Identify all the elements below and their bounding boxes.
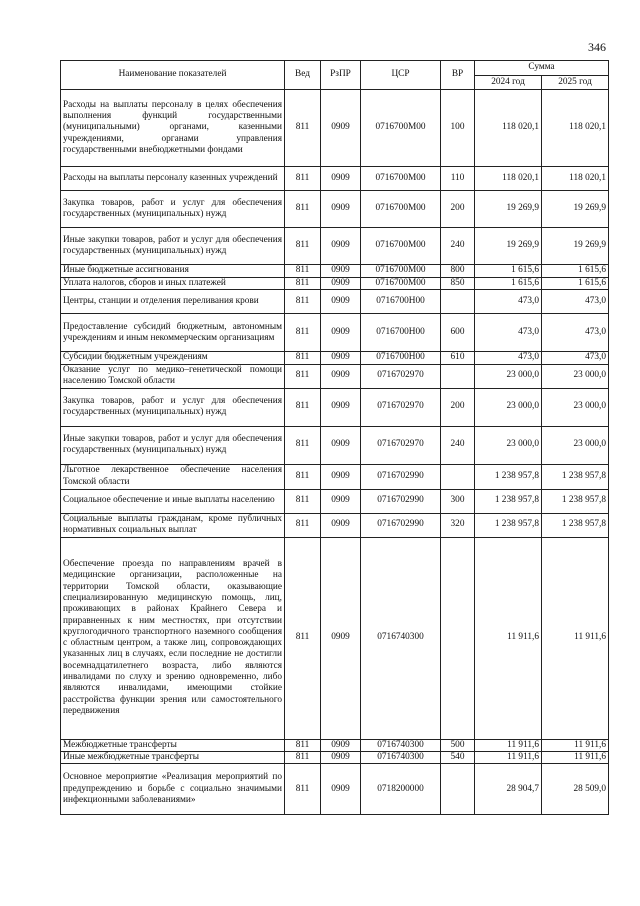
row-sum-2024: 118 020,1 bbox=[475, 167, 542, 191]
table-header bbox=[61, 61, 609, 90]
row-sum-2024: 23 000,0 bbox=[475, 426, 542, 464]
row-sum-2024: 1 238 957,8 bbox=[475, 464, 542, 489]
row-rzpr: 0909 bbox=[321, 167, 361, 191]
budget-table bbox=[60, 60, 609, 815]
row-sum-2025: 1 238 957,8 bbox=[542, 489, 609, 513]
table-row bbox=[61, 364, 609, 388]
row-vr: 300 bbox=[441, 489, 475, 513]
row-vr: 240 bbox=[441, 228, 475, 265]
header-csr: ЦСР bbox=[361, 61, 441, 90]
row-ved: 811 bbox=[285, 426, 321, 464]
row-name: Иные закупки товаров, работ и услуг для обеспечения государственных (муниципальных) нужд bbox=[61, 426, 285, 464]
table-row bbox=[61, 167, 609, 191]
row-rzpr: 0909 bbox=[321, 751, 361, 763]
row-csr: 0716740300 bbox=[361, 739, 441, 751]
row-csr: 0716702970 bbox=[361, 426, 441, 464]
row-sum-2024: 19 269,9 bbox=[475, 191, 542, 228]
row-rzpr: 0909 bbox=[321, 764, 361, 815]
row-vr: 540 bbox=[441, 751, 475, 763]
row-csr: 0716700Н00 bbox=[361, 314, 441, 352]
table-row bbox=[61, 90, 609, 167]
row-vr bbox=[441, 464, 475, 489]
row-ved: 811 bbox=[285, 191, 321, 228]
table-row bbox=[61, 489, 609, 513]
row-vr: 500 bbox=[441, 739, 475, 751]
row-rzpr: 0909 bbox=[321, 191, 361, 228]
table-row bbox=[61, 314, 609, 352]
row-name: Оказание услуг по медико–генетической помощи населению Томской области bbox=[61, 364, 285, 388]
row-sum-2025: 473,0 bbox=[542, 352, 609, 364]
row-name: Иные бюджетные ассигнования bbox=[61, 265, 285, 278]
row-sum-2025: 11 911,6 bbox=[542, 751, 609, 763]
row-sum-2025: 23 000,0 bbox=[542, 388, 609, 426]
row-csr: 0716702990 bbox=[361, 464, 441, 489]
row-rzpr: 0909 bbox=[321, 537, 361, 739]
row-name: Основное мероприятие «Реализация мероприятий по предупреждению и борьбе с социально значимыми инфекционными заболеваниями» bbox=[61, 764, 285, 815]
row-sum-2024: 1 615,6 bbox=[475, 278, 542, 290]
row-sum-2024: 23 000,0 bbox=[475, 364, 542, 388]
row-rzpr: 0909 bbox=[321, 464, 361, 489]
row-name: Социальное обеспечение и иные выплаты населению bbox=[61, 489, 285, 513]
row-sum-2025: 11 911,6 bbox=[542, 537, 609, 739]
row-ved: 811 bbox=[285, 314, 321, 352]
row-csr: 0716700М00 bbox=[361, 191, 441, 228]
row-sum-2025: 1 238 957,8 bbox=[542, 464, 609, 489]
row-vr: 240 bbox=[441, 426, 475, 464]
row-name: Закупка товаров, работ и услуг для обеспечения государственных (муниципальных) нужд bbox=[61, 388, 285, 426]
row-sum-2024: 11 911,6 bbox=[475, 537, 542, 739]
row-sum-2025: 19 269,9 bbox=[542, 191, 609, 228]
row-vr: 200 bbox=[441, 191, 475, 228]
row-name: Иные межбюджетные трансферты bbox=[61, 751, 285, 763]
row-vr bbox=[441, 537, 475, 739]
row-sum-2024: 118 020,1 bbox=[475, 90, 542, 167]
row-rzpr: 0909 bbox=[321, 314, 361, 352]
header-vr: ВР bbox=[441, 61, 475, 90]
row-vr: 850 bbox=[441, 278, 475, 290]
row-sum-2024: 1 238 957,8 bbox=[475, 513, 542, 537]
row-vr: 200 bbox=[441, 388, 475, 426]
row-ved: 811 bbox=[285, 167, 321, 191]
row-rzpr: 0909 bbox=[321, 426, 361, 464]
row-ved: 811 bbox=[285, 388, 321, 426]
row-sum-2025: 28 509,0 bbox=[542, 764, 609, 815]
row-name: Субсидии бюджетным учреждениям bbox=[61, 352, 285, 364]
row-sum-2024: 28 904,7 bbox=[475, 764, 542, 815]
row-sum-2025: 473,0 bbox=[542, 290, 609, 314]
table-row bbox=[61, 739, 609, 751]
row-ved: 811 bbox=[285, 352, 321, 364]
row-rzpr: 0909 bbox=[321, 388, 361, 426]
row-ved: 811 bbox=[285, 739, 321, 751]
row-rzpr: 0909 bbox=[321, 489, 361, 513]
row-ved: 811 bbox=[285, 513, 321, 537]
row-csr: 0716700М00 bbox=[361, 278, 441, 290]
header-name: Наименование показателей bbox=[61, 61, 285, 90]
row-name: Уплата налогов, сборов и иных платежей bbox=[61, 278, 285, 290]
row-name: Межбюджетные трансферты bbox=[61, 739, 285, 751]
header-rzpr: РзПР bbox=[321, 61, 361, 90]
row-vr bbox=[441, 290, 475, 314]
page-number: 346 bbox=[588, 40, 606, 54]
row-sum-2025: 19 269,9 bbox=[542, 228, 609, 265]
row-sum-2025: 473,0 bbox=[542, 314, 609, 352]
row-csr: 0718200000 bbox=[361, 764, 441, 815]
header-2025: 2025 год bbox=[542, 76, 609, 90]
row-name: Закупка товаров, работ и услуг для обеспечения государственных (муниципальных) нужд bbox=[61, 191, 285, 228]
table-row bbox=[61, 290, 609, 314]
row-ved: 811 bbox=[285, 489, 321, 513]
row-sum-2025: 1 615,6 bbox=[542, 278, 609, 290]
row-rzpr: 0909 bbox=[321, 228, 361, 265]
row-csr: 0716702990 bbox=[361, 489, 441, 513]
table-row bbox=[61, 278, 609, 290]
row-rzpr: 0909 bbox=[321, 290, 361, 314]
row-ved: 811 bbox=[285, 764, 321, 815]
row-sum-2024: 473,0 bbox=[475, 352, 542, 364]
table-row bbox=[61, 513, 609, 537]
table-row bbox=[61, 388, 609, 426]
row-sum-2025: 1 238 957,8 bbox=[542, 513, 609, 537]
row-rzpr: 0909 bbox=[321, 739, 361, 751]
row-rzpr: 0909 bbox=[321, 364, 361, 388]
row-csr: 0716702970 bbox=[361, 388, 441, 426]
row-csr: 0716700М00 bbox=[361, 228, 441, 265]
row-ved: 811 bbox=[285, 278, 321, 290]
table-row bbox=[61, 228, 609, 265]
row-sum-2025: 118 020,1 bbox=[542, 167, 609, 191]
row-name: Расходы на выплаты персоналу казенных учреждений bbox=[61, 167, 285, 191]
row-sum-2024: 11 911,6 bbox=[475, 739, 542, 751]
row-rzpr: 0909 bbox=[321, 265, 361, 278]
row-rzpr: 0909 bbox=[321, 513, 361, 537]
table-row bbox=[61, 464, 609, 489]
row-vr: 600 bbox=[441, 314, 475, 352]
row-ved: 811 bbox=[285, 265, 321, 278]
table-body bbox=[61, 90, 609, 815]
row-name: Иные закупки товаров, работ и услуг для обеспечения государственных (муниципальных) нужд bbox=[61, 228, 285, 265]
header-sum: Сумма bbox=[475, 61, 609, 76]
row-csr: 0716702970 bbox=[361, 364, 441, 388]
table-row bbox=[61, 426, 609, 464]
row-name: Расходы на выплаты персоналу в целях обеспечения выполнения функций государственными (муниципальными) органами, казенными учреждениями, органами управления государственными внебюджетными фондами bbox=[61, 90, 285, 167]
row-sum-2025: 1 615,6 bbox=[542, 265, 609, 278]
row-ved: 811 bbox=[285, 364, 321, 388]
row-rzpr: 0909 bbox=[321, 90, 361, 167]
row-ved: 811 bbox=[285, 537, 321, 739]
row-rzpr: 0909 bbox=[321, 278, 361, 290]
row-sum-2025: 23 000,0 bbox=[542, 426, 609, 464]
row-ved: 811 bbox=[285, 290, 321, 314]
table-row bbox=[61, 352, 609, 364]
header-2024: 2024 год bbox=[475, 76, 542, 90]
row-csr: 0716700Н00 bbox=[361, 352, 441, 364]
row-vr: 100 bbox=[441, 90, 475, 167]
row-csr: 0716700М00 bbox=[361, 265, 441, 278]
row-csr: 0716700Н00 bbox=[361, 290, 441, 314]
header-ved: Вед bbox=[285, 61, 321, 90]
table-row bbox=[61, 191, 609, 228]
row-csr: 0716740300 bbox=[361, 751, 441, 763]
row-vr: 320 bbox=[441, 513, 475, 537]
row-sum-2025: 23 000,0 bbox=[542, 364, 609, 388]
row-csr: 0716702990 bbox=[361, 513, 441, 537]
table-row bbox=[61, 265, 609, 278]
row-sum-2024: 23 000,0 bbox=[475, 388, 542, 426]
row-ved: 811 bbox=[285, 464, 321, 489]
row-ved: 811 bbox=[285, 751, 321, 763]
row-csr: 0716740300 bbox=[361, 537, 441, 739]
row-sum-2024: 11 911,6 bbox=[475, 751, 542, 763]
row-vr bbox=[441, 364, 475, 388]
table-row bbox=[61, 751, 609, 763]
row-vr: 110 bbox=[441, 167, 475, 191]
row-name: Центры, станции и отделения переливания крови bbox=[61, 290, 285, 314]
row-vr bbox=[441, 764, 475, 815]
row-sum-2024: 19 269,9 bbox=[475, 228, 542, 265]
row-sum-2024: 473,0 bbox=[475, 314, 542, 352]
row-sum-2024: 1 615,6 bbox=[475, 265, 542, 278]
table-row bbox=[61, 537, 609, 739]
row-sum-2024: 1 238 957,8 bbox=[475, 489, 542, 513]
row-csr: 0716700М00 bbox=[361, 90, 441, 167]
row-sum-2025: 118 020,1 bbox=[542, 90, 609, 167]
row-ved: 811 bbox=[285, 90, 321, 167]
row-rzpr: 0909 bbox=[321, 352, 361, 364]
row-csr: 0716700М00 bbox=[361, 167, 441, 191]
row-vr: 610 bbox=[441, 352, 475, 364]
row-name: Обеспечение проезда по направлениям врачей в медицинские организации, расположенные на территории Томской области, оказывающие специализированную медицинскую помощь, лиц, проживающих в районах Крайнего Севера и приравненных к ним местностях, при отсутствии круглогодичного транспортного наземного сообщения с областным центром, а также лиц, сопровождающих указанных лиц в случаях, если последние не достигли восемнадцатилетнего возраста, либо являются инвалидами по слуху и зрению одновременно, либо являются инвалидами, имеющими стойкие расстройства функции зрения или самостоятельного передвижения bbox=[61, 537, 285, 739]
row-name: Льготное лекарственное обеспечение населения Томской области bbox=[61, 464, 285, 489]
row-name: Социальные выплаты гражданам, кроме публичных нормативных социальных выплат bbox=[61, 513, 285, 537]
row-vr: 800 bbox=[441, 265, 475, 278]
row-sum-2024: 473,0 bbox=[475, 290, 542, 314]
row-sum-2025: 11 911,6 bbox=[542, 739, 609, 751]
table-row bbox=[61, 764, 609, 815]
row-name: Предоставление субсидий бюджетным, автономным учреждениям и иным некоммерческим организациям bbox=[61, 314, 285, 352]
row-ved: 811 bbox=[285, 228, 321, 265]
